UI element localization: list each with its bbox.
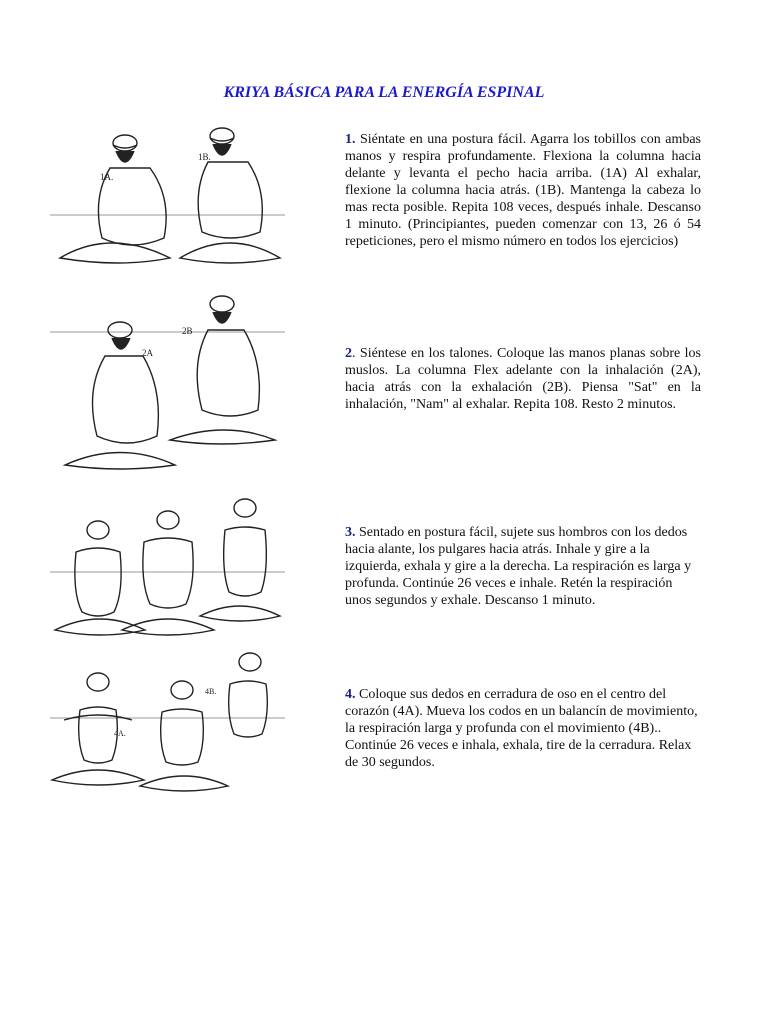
illustration-kneeling-spinal-flex [50,290,285,480]
step-2-text: . Siéntese en los talones. Coloque las manos planas sobre los muslos. La columna Flex adelante con la inhalación (2A), hacia atrás con la exhalación (2B). Piensa "Sat" en la inhalación, "Nam" al exhalar. Repita 108. Resto 2 minutos. [345,346,701,412]
step-4-text: Coloque sus dedos en cerradura de oso en el centro del corazón (4A). Mueva los codos en un balancín de movimiento, la respiración larga y profunda con el movimiento (4B).. Continúe 26 veces e inhala, exhala, tire de la cerradura. Relax de 30 segundos. [345,687,698,770]
step-3-number: 3. [345,525,356,540]
step-4-number: 4. [345,687,356,702]
figure-label-1b: 1B. [198,152,211,162]
illustration-easy-pose-spinal-flex [50,118,285,278]
step-1-text: Siéntate en una postura fácil. Agarra los tobillos con ambas manos y respira profundamente. Flexiona la columna hacia delante y levanta el pecho hacia arriba. (1A) Al exhalar, flexione la columna hacia atrás. (1B). Mantenga la cabeza lo mas recta posible. Repita 108 veces, después inhale. Descanso 1 minuto. (Principiantes, pueden comenzar con 13, 26 ó 54 repeticiones, pero el mismo número en todos los ejercicios) [345,132,701,249]
figure-step-4 [50,650,285,795]
figure-step-2 [50,290,285,480]
figure-label-2a: 2A [142,348,153,358]
figure-step-3 [50,490,285,650]
figure-label-1a: 1A. [100,172,114,182]
step-3 [345,524,701,609]
step-2 [345,345,701,413]
figure-label-4b: 4B. [205,687,217,696]
illustration-bear-grip [50,650,285,795]
step-4 [345,686,701,771]
figure-label-4a: 4A. [114,729,126,738]
illustration-shoulder-twist [50,490,285,650]
step-2-number: 2 [345,346,352,361]
page-title: KRIYA BÁSICA PARA LA ENERGÍA ESPINAL [223,84,545,101]
step-1 [345,131,701,250]
step-1-number: 1. [345,132,356,147]
figure-label-2b: 2B [182,326,193,336]
figure-step-1 [50,118,285,278]
step-3-text: Sentado en postura fácil, sujete sus hombros con los dedos hacia alante, los pulgares hacia atrás. Inhale y gire a la izquierda, exhala y gire a la derecha. La respiración es larga y profunda. Continúe 26 veces e inhale. Retén la respiración unos segundos y exhale. Descanso 1 minuto. [345,525,692,608]
